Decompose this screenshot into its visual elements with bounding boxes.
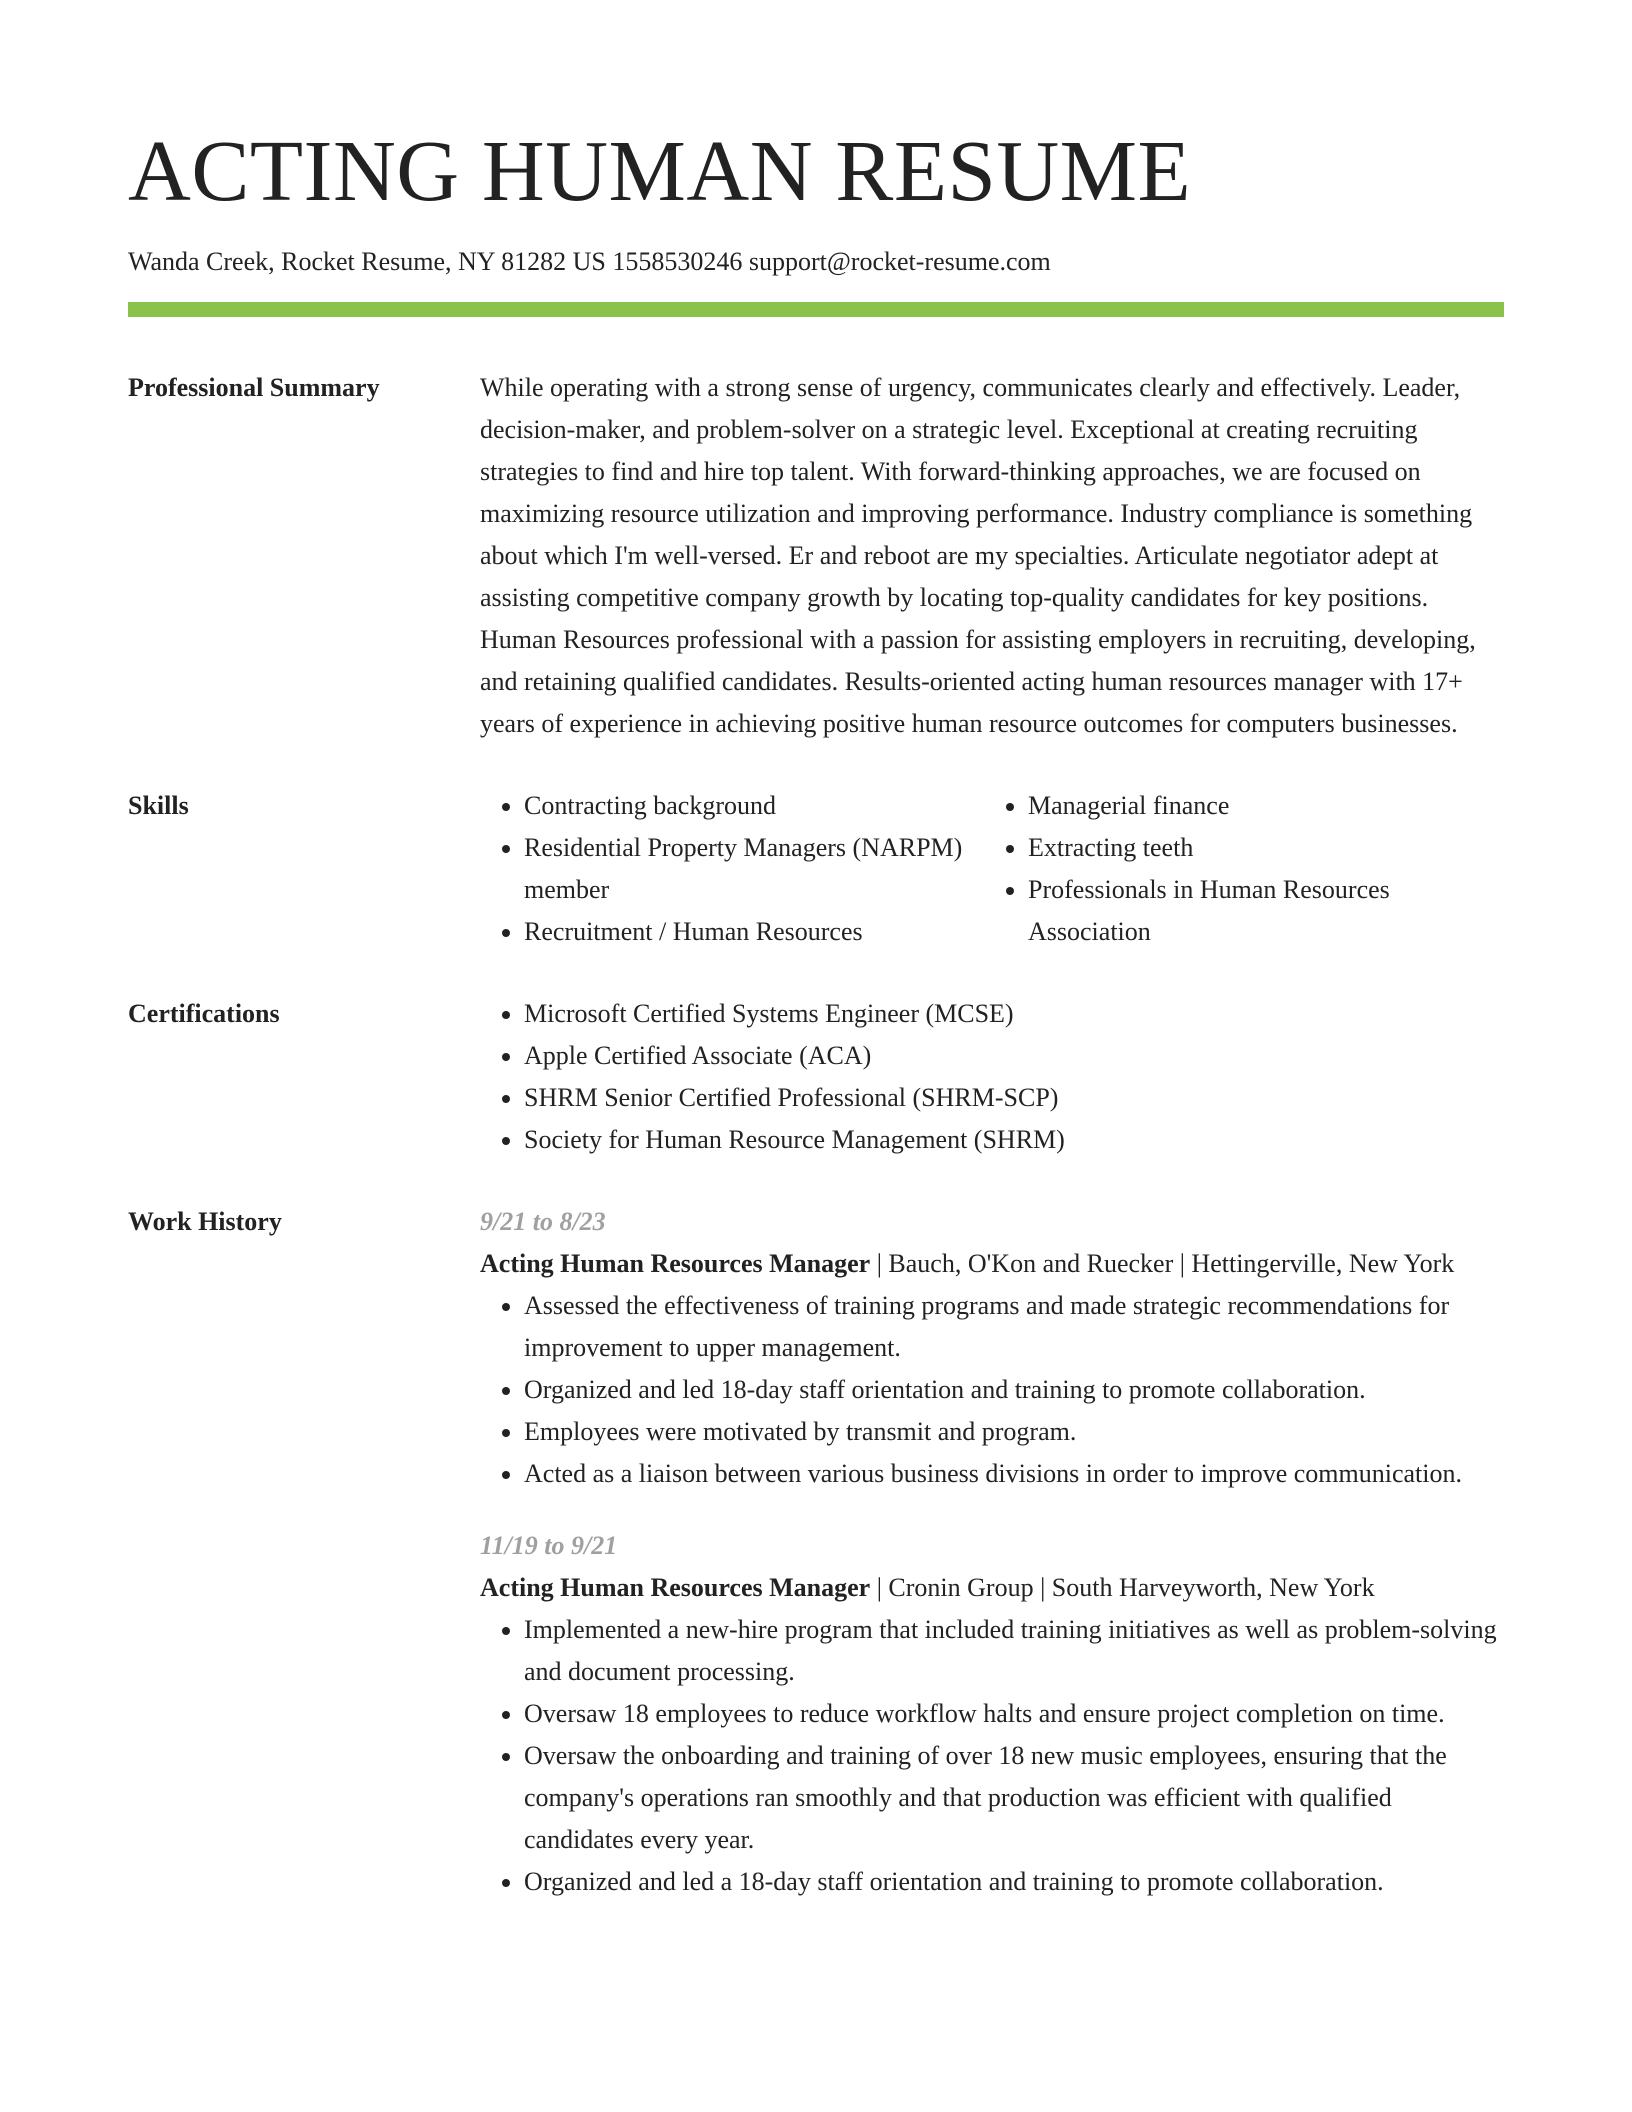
job-entry	[480, 1525, 1504, 1903]
job-bullet: • Acted as a liaison between various business divisions in order to improve communication.	[524, 1453, 1504, 1495]
job-title: Acting Human Resources Manager	[480, 1573, 871, 1602]
certification-item: • SHRM Senior Certified Professional (SHRM-SCP)	[524, 1077, 1504, 1119]
summary-section	[128, 367, 1504, 745]
skill-item: • Managerial finance	[1028, 785, 1488, 827]
section-heading: Professional Summary	[128, 373, 380, 402]
certifications-section	[128, 993, 1504, 1161]
skill-item: • Residential Property Managers (NARPM) member	[524, 827, 984, 911]
job-bullets	[480, 1285, 1504, 1495]
skills-section	[128, 785, 1504, 953]
summary-text: While operating with a strong sense of urgency, communicates clearly and effectively. Leader, decision-maker, and problem-solver on a strategic level. Exceptional at creating recruiting strategies to find and hire top talent. With forward-thinking approaches, we are focused on maximizing resource utilization and improving performance. Industry compliance is something about which I'm well-versed. Er and reboot are my specialties. Articulate negotiator adept at assisting competitive company growth by locating top-quality candidates for key positions. Human Resources professional with a passion for assisting employers in recruiting, developing, and retaining qualified candidates. Results-oriented acting human resources manager with 17+ years of experience in achieving positive human resource outcomes for computers businesses.	[480, 373, 1476, 738]
skills-list-right	[984, 785, 1488, 953]
certifications-list	[480, 993, 1504, 1161]
skills-list-left	[480, 785, 984, 953]
job-bullet: • Implemented a new-hire program that included training initiatives as well as problem-solving and document processing.	[524, 1609, 1504, 1693]
certification-item: • Society for Human Resource Management (SHRM)	[524, 1119, 1504, 1161]
job-dates: 11/19 to 9/21	[480, 1531, 618, 1560]
section-heading: Work History	[128, 1207, 282, 1236]
skill-item: • Recruitment / Human Resources	[524, 911, 984, 953]
job-bullet: • Organized and led 18-day staff orientation and training to promote collaboration.	[524, 1369, 1504, 1411]
job-bullet: • Employees were motivated by transmit and program.	[524, 1411, 1504, 1453]
skill-item: • Extracting teeth	[1028, 827, 1488, 869]
header-divider	[128, 302, 1504, 317]
job-bullet: • Organized and led a 18-day staff orientation and training to promote collaboration.	[524, 1861, 1504, 1903]
resume-title: ACTING HUMAN RESUME	[128, 122, 1192, 219]
job-heading	[480, 1567, 1504, 1609]
job-title: Acting Human Resources Manager	[480, 1249, 871, 1278]
job-entry	[480, 1201, 1504, 1495]
job-dates: 9/21 to 8/23	[480, 1207, 606, 1236]
skill-item: • Contracting background	[524, 785, 984, 827]
resume-page	[128, 0, 1504, 1903]
job-heading	[480, 1243, 1504, 1285]
job-bullet: • Oversaw 18 employees to reduce workflow halts and ensure project completion on time.	[524, 1693, 1504, 1735]
work-history-section	[128, 1201, 1504, 1903]
section-heading: Certifications	[128, 999, 280, 1028]
job-employer-location: | Cronin Group | South Harveyworth, New York	[870, 1573, 1375, 1602]
job-bullet: • Assessed the effectiveness of training programs and made strategic recommendations for improvement to upper management.	[524, 1285, 1504, 1369]
skill-item: • Professionals in Human Resources Association	[1028, 869, 1488, 953]
certification-item: • Microsoft Certified Systems Engineer (MCSE)	[524, 993, 1504, 1035]
contact-line: Wanda Creek, Rocket Resume, NY 81282 US 1558530246 support@rocket-resume.com	[128, 247, 1051, 276]
job-employer-location: | Bauch, O'Kon and Ruecker | Hettingerville, New York	[870, 1249, 1455, 1278]
job-bullet: • Oversaw the onboarding and training of over 18 new music employees, ensuring that the company's operations ran smoothly and that production was efficient with qualified candidates every year.	[524, 1735, 1504, 1861]
job-bullets	[480, 1609, 1504, 1903]
section-heading: Skills	[128, 791, 189, 820]
certification-item: • Apple Certified Associate (ACA)	[524, 1035, 1504, 1077]
